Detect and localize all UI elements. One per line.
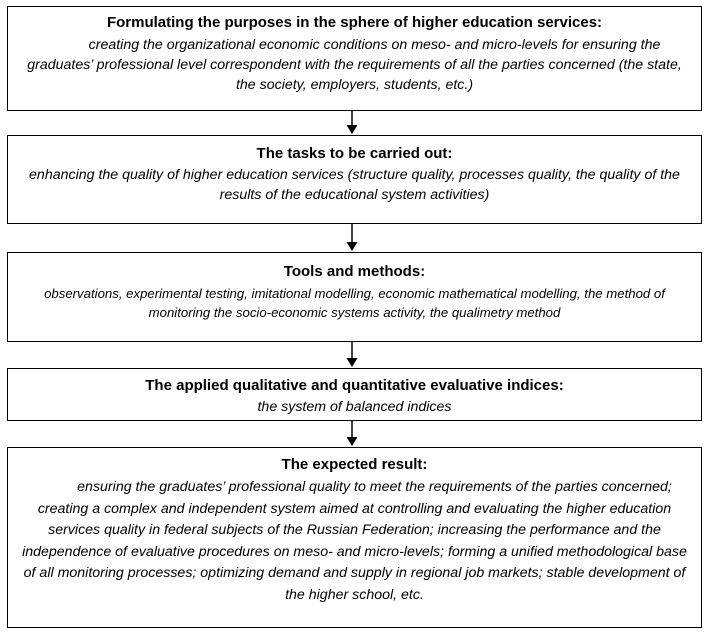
purposes-text [18, 35, 691, 95]
tasks-box [7, 135, 702, 224]
expected-result-box [7, 447, 702, 628]
tools-methods-text: observations, experimental testing, imitational modelling, economic mathematical modelling, the method of monitoring the socio-economic systems activity, the qualimetry method [44, 286, 665, 320]
tasks-title: The tasks to be carried out: [256, 145, 453, 162]
tools-methods-title: Tools and methods: [283, 263, 426, 280]
expected-result-text-content: ensuring the graduates’ professional quality to meet the requirements of the parties concerned; creating a complex and independent system aimed at controlling and evaluating the higher education services quality in federal subjects of the Russian Federation; increasing the performance and the independence of evaluative procedures on meso- and micro-levels; forming a unified methodological base of all monitoring processes; optimizing demand and supply in regional job markets; stable development of the higher school, etc. [22, 479, 687, 603]
indices-text: the system of balanced indices [257, 399, 452, 415]
purposes-title: Formulating the purposes in the sphere of higher education services: [106, 14, 603, 31]
indices-title: The applied qualitative and quantitative evaluative indices: [145, 377, 564, 394]
flow-arrow-4 [346, 421, 358, 447]
tools-methods-box [7, 252, 702, 342]
indices-box [7, 368, 702, 421]
expected-result-title: The expected result: [281, 456, 428, 473]
flow-arrow-1 [346, 111, 358, 135]
tasks-text: enhancing the quality of higher education services (structure quality, processes quality, the quality of the results of the educational system activities) [29, 167, 680, 203]
expected-result-text [18, 477, 691, 606]
flow-arrow-2 [346, 224, 358, 252]
purposes-text-content: creating the organizational economic conditions on meso- and micro-levels for ensuring the graduates’ professional level correspondent with the requirements of all the parties concerned (the state, the society, employers, students, etc.) [27, 37, 682, 93]
purposes-box [7, 6, 702, 111]
flow-arrow-3 [346, 342, 358, 368]
